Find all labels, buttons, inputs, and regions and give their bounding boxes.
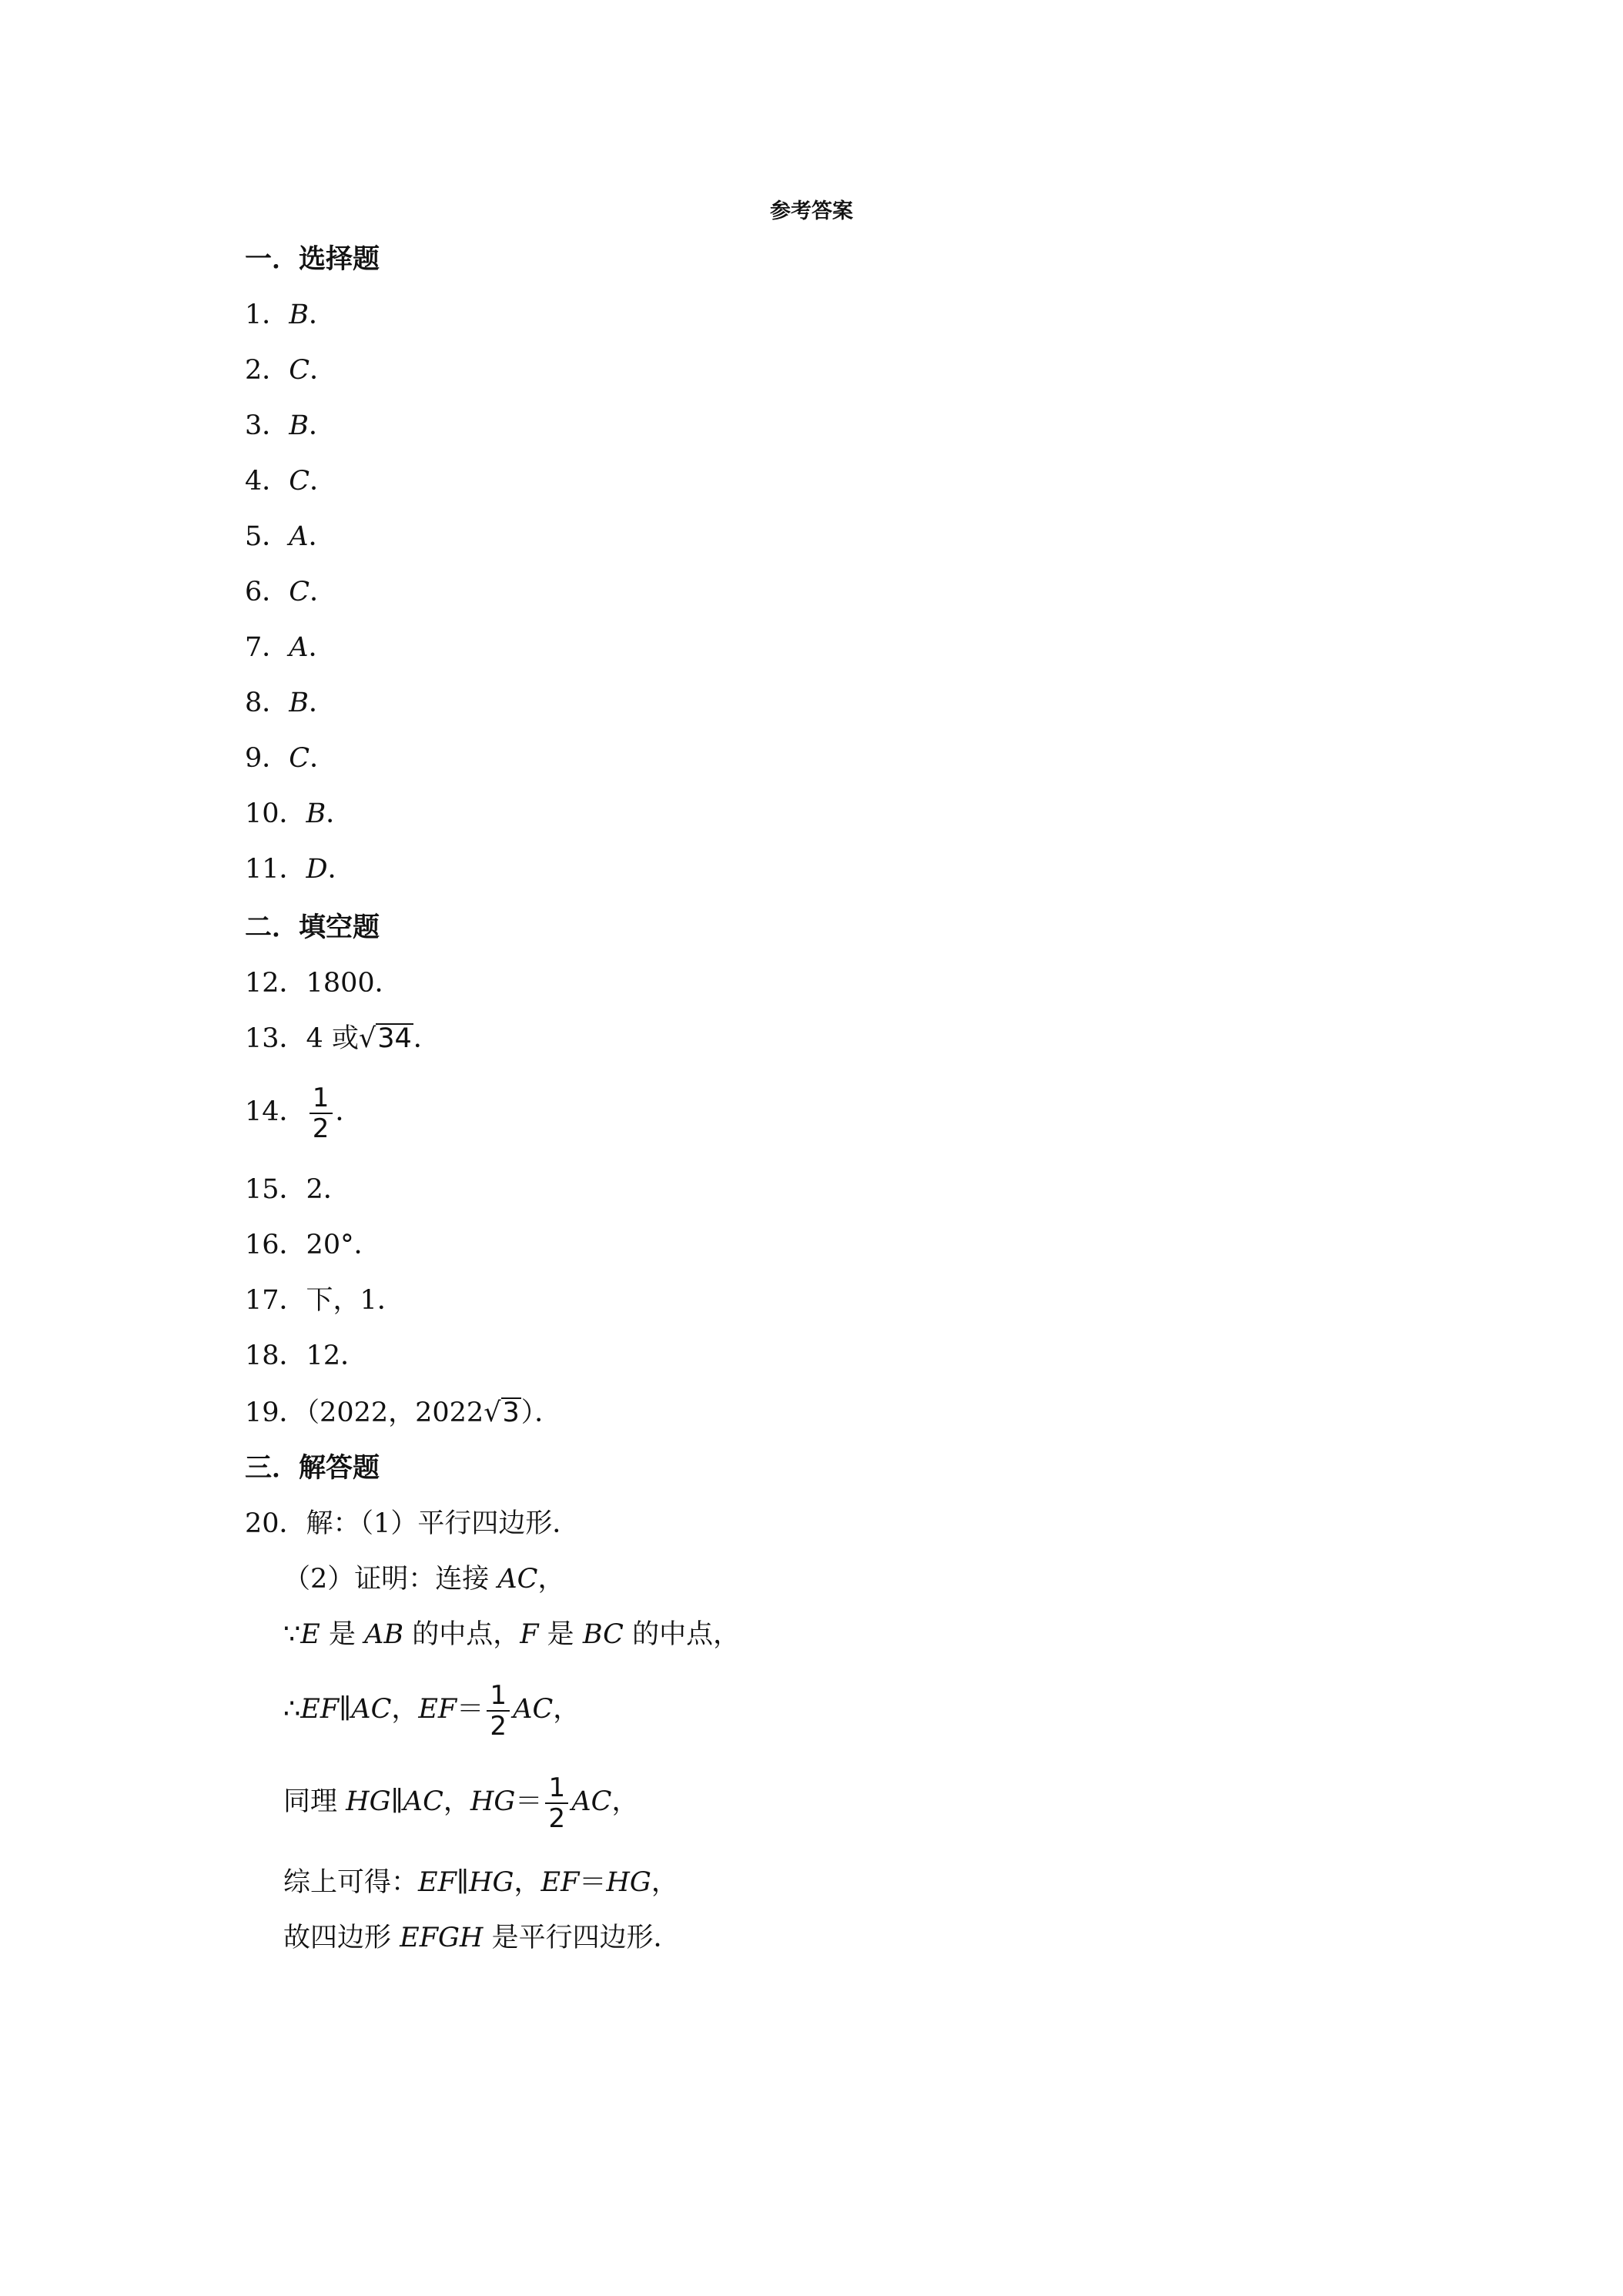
fill-answer-19 [245,1394,561,1432]
answer-letter: D [306,854,328,885]
punctuation: ， [553,1694,581,1725]
answer-end: ）． [520,1397,562,1428]
section-heading-fill: 二．填空题 [245,912,380,943]
fraction-denominator: 2 [312,1113,330,1144]
choice-answer-9 [245,739,336,778]
answer-end: ． [310,355,337,386]
question-number: 10． [245,798,306,829]
answer-letter: C [289,577,310,607]
solution-text: 是 [538,1619,583,1650]
answer-end: ． [308,521,336,552]
choice-answer-1 [245,296,336,334]
math-variable: AB [364,1619,404,1650]
fill-answer-14 [245,1073,363,1150]
answer-letter: C [289,355,310,386]
answer-letter: C [289,743,310,774]
fraction [545,1773,568,1833]
question-number: 12． [245,968,306,999]
equals-symbol: ＝ [579,1867,607,1898]
choice-answer-6 [245,573,336,611]
fraction-numerator: 1 [490,1679,507,1711]
question-number: 9． [245,743,289,774]
choice-answer-2 [245,351,336,390]
section-heading-solve: 三．解答题 [245,1453,380,1484]
solution-text: 综上可得： [283,1867,419,1898]
math-variable: HG [606,1867,651,1898]
solution-text: 是平行四边形． [483,1923,681,1953]
answer-text: （2022，2022 [306,1397,484,1428]
answer-letter: B [306,798,326,829]
answer-text: 2． [306,1174,350,1205]
question-number: 15． [245,1174,306,1205]
section-heading-choice: 一．选择题 [245,244,380,275]
math-variable: EF [300,1694,340,1725]
choice-answer-4 [245,462,336,500]
question-number: 4． [245,466,289,497]
math-variable: BC [582,1619,624,1650]
question-number: 16． [245,1230,306,1260]
math-variable: E [300,1619,320,1650]
question-number: 19． [245,1397,306,1428]
question-number: 3． [245,410,289,441]
punctuation: ， [611,1786,639,1817]
answer-text: 1800． [306,968,402,999]
fill-answer-12 [245,964,402,1002]
square-root-symbol: √34 [358,1023,412,1054]
solution-20-line-2 [283,1560,564,1598]
answer-end: ． [308,632,336,663]
math-variable: EFGH [400,1923,484,1953]
solution-text: （2）证明：连接 [283,1564,498,1595]
answer-end: ． [309,688,336,718]
therefore-symbol: ∴ [283,1694,301,1725]
fraction-denominator: 2 [490,1710,507,1742]
solution-20-line-3 [283,1615,740,1654]
fraction-numerator: 1 [312,1082,330,1113]
question-number: 13． [245,1023,306,1054]
question-number: 20． [245,1508,306,1539]
answer-end: ． [310,743,337,774]
choice-answer-5 [245,517,336,556]
solution-20-line-6 [283,1863,678,1902]
solution-20-line-1 [245,1504,579,1543]
question-number: 6． [245,577,289,607]
answer-end: ． [335,1096,363,1127]
question-number: 1． [245,300,289,330]
answer-end: ． [309,300,336,330]
fill-answer-18 [245,1337,367,1375]
answer-end: ． [310,577,337,607]
answer-letter: A [289,632,309,663]
radicand: 3 [502,1397,520,1428]
question-number: 11． [245,854,306,885]
choice-answer-8 [245,684,336,722]
solution-text: 同理 [283,1786,346,1817]
question-number: 8． [245,688,289,718]
answer-text: 20°． [306,1230,381,1260]
solution-20-line-7 [283,1919,681,1957]
fraction-numerator: 1 [548,1772,566,1803]
answer-end: ． [326,798,353,829]
fraction [310,1083,333,1143]
answer-text: 下，1． [306,1285,404,1316]
punctuation: ， [537,1564,565,1595]
math-variable: AC [351,1694,392,1725]
choice-answer-10 [245,795,353,833]
because-symbol: ∵ [283,1619,301,1650]
answer-letter: C [289,466,310,497]
answer-letter: A [289,521,309,552]
answer-letter: B [289,300,310,330]
solution-text: 的中点， [403,1619,520,1650]
math-variable: AC [513,1694,554,1725]
math-variable: AC [571,1786,612,1817]
answer-text: 12． [306,1340,368,1371]
fill-answer-13 [245,1019,440,1058]
question-number: 2． [245,355,289,386]
parallel-symbol: ∥ [390,1786,403,1817]
question-number: 7． [245,632,289,663]
answer-text: 4 或 [306,1023,359,1054]
math-variable: HG [470,1786,516,1817]
equals-symbol: ＝ [457,1694,484,1725]
parallel-symbol: ∥ [339,1694,352,1725]
choice-answer-3 [245,407,336,445]
radicand: 34 [377,1023,412,1054]
solution-text: 故四边形 [283,1923,400,1953]
math-variable: EF [418,1867,457,1898]
math-variable: F [520,1619,539,1650]
fill-answer-16 [245,1226,381,1264]
math-variable: HG [469,1867,514,1898]
solution-20-line-5 [283,1763,638,1840]
fill-answer-15 [245,1170,350,1209]
solution-text: 的中点， [623,1619,741,1650]
page-title: 参考答案 [770,199,853,223]
punctuation: ， [391,1694,419,1725]
answer-end: ． [327,854,355,885]
fraction [487,1681,510,1741]
answer-letter: B [289,688,310,718]
math-variable: AC [497,1564,538,1595]
solution-20-line-4 [283,1671,580,1748]
answer-end: ． [310,466,337,497]
answer-end: ． [309,410,336,441]
choice-answer-11 [245,850,355,889]
punctuation: ， [651,1867,678,1898]
math-variable: EF [540,1867,580,1898]
question-number: 18． [245,1340,306,1371]
fill-answer-17 [245,1281,404,1320]
question-number: 14． [245,1096,306,1127]
square-root-symbol: √3 [484,1397,520,1428]
equals-symbol: ＝ [515,1786,543,1817]
answer-end: ． [413,1023,440,1054]
parallel-symbol: ∥ [456,1867,470,1898]
punctuation: ， [514,1867,541,1898]
math-variable: EF [418,1694,457,1725]
fraction-denominator: 2 [548,1802,566,1834]
question-number: 5． [245,521,289,552]
math-variable: HG [346,1786,391,1817]
choice-answer-7 [245,628,336,667]
answer-letter: B [289,410,310,441]
math-variable: AC [403,1786,443,1817]
solution-text: 是 [320,1619,365,1650]
question-number: 17． [245,1285,306,1316]
solution-text: 解：（1）平行四边形． [306,1508,580,1539]
punctuation: ， [443,1786,470,1817]
